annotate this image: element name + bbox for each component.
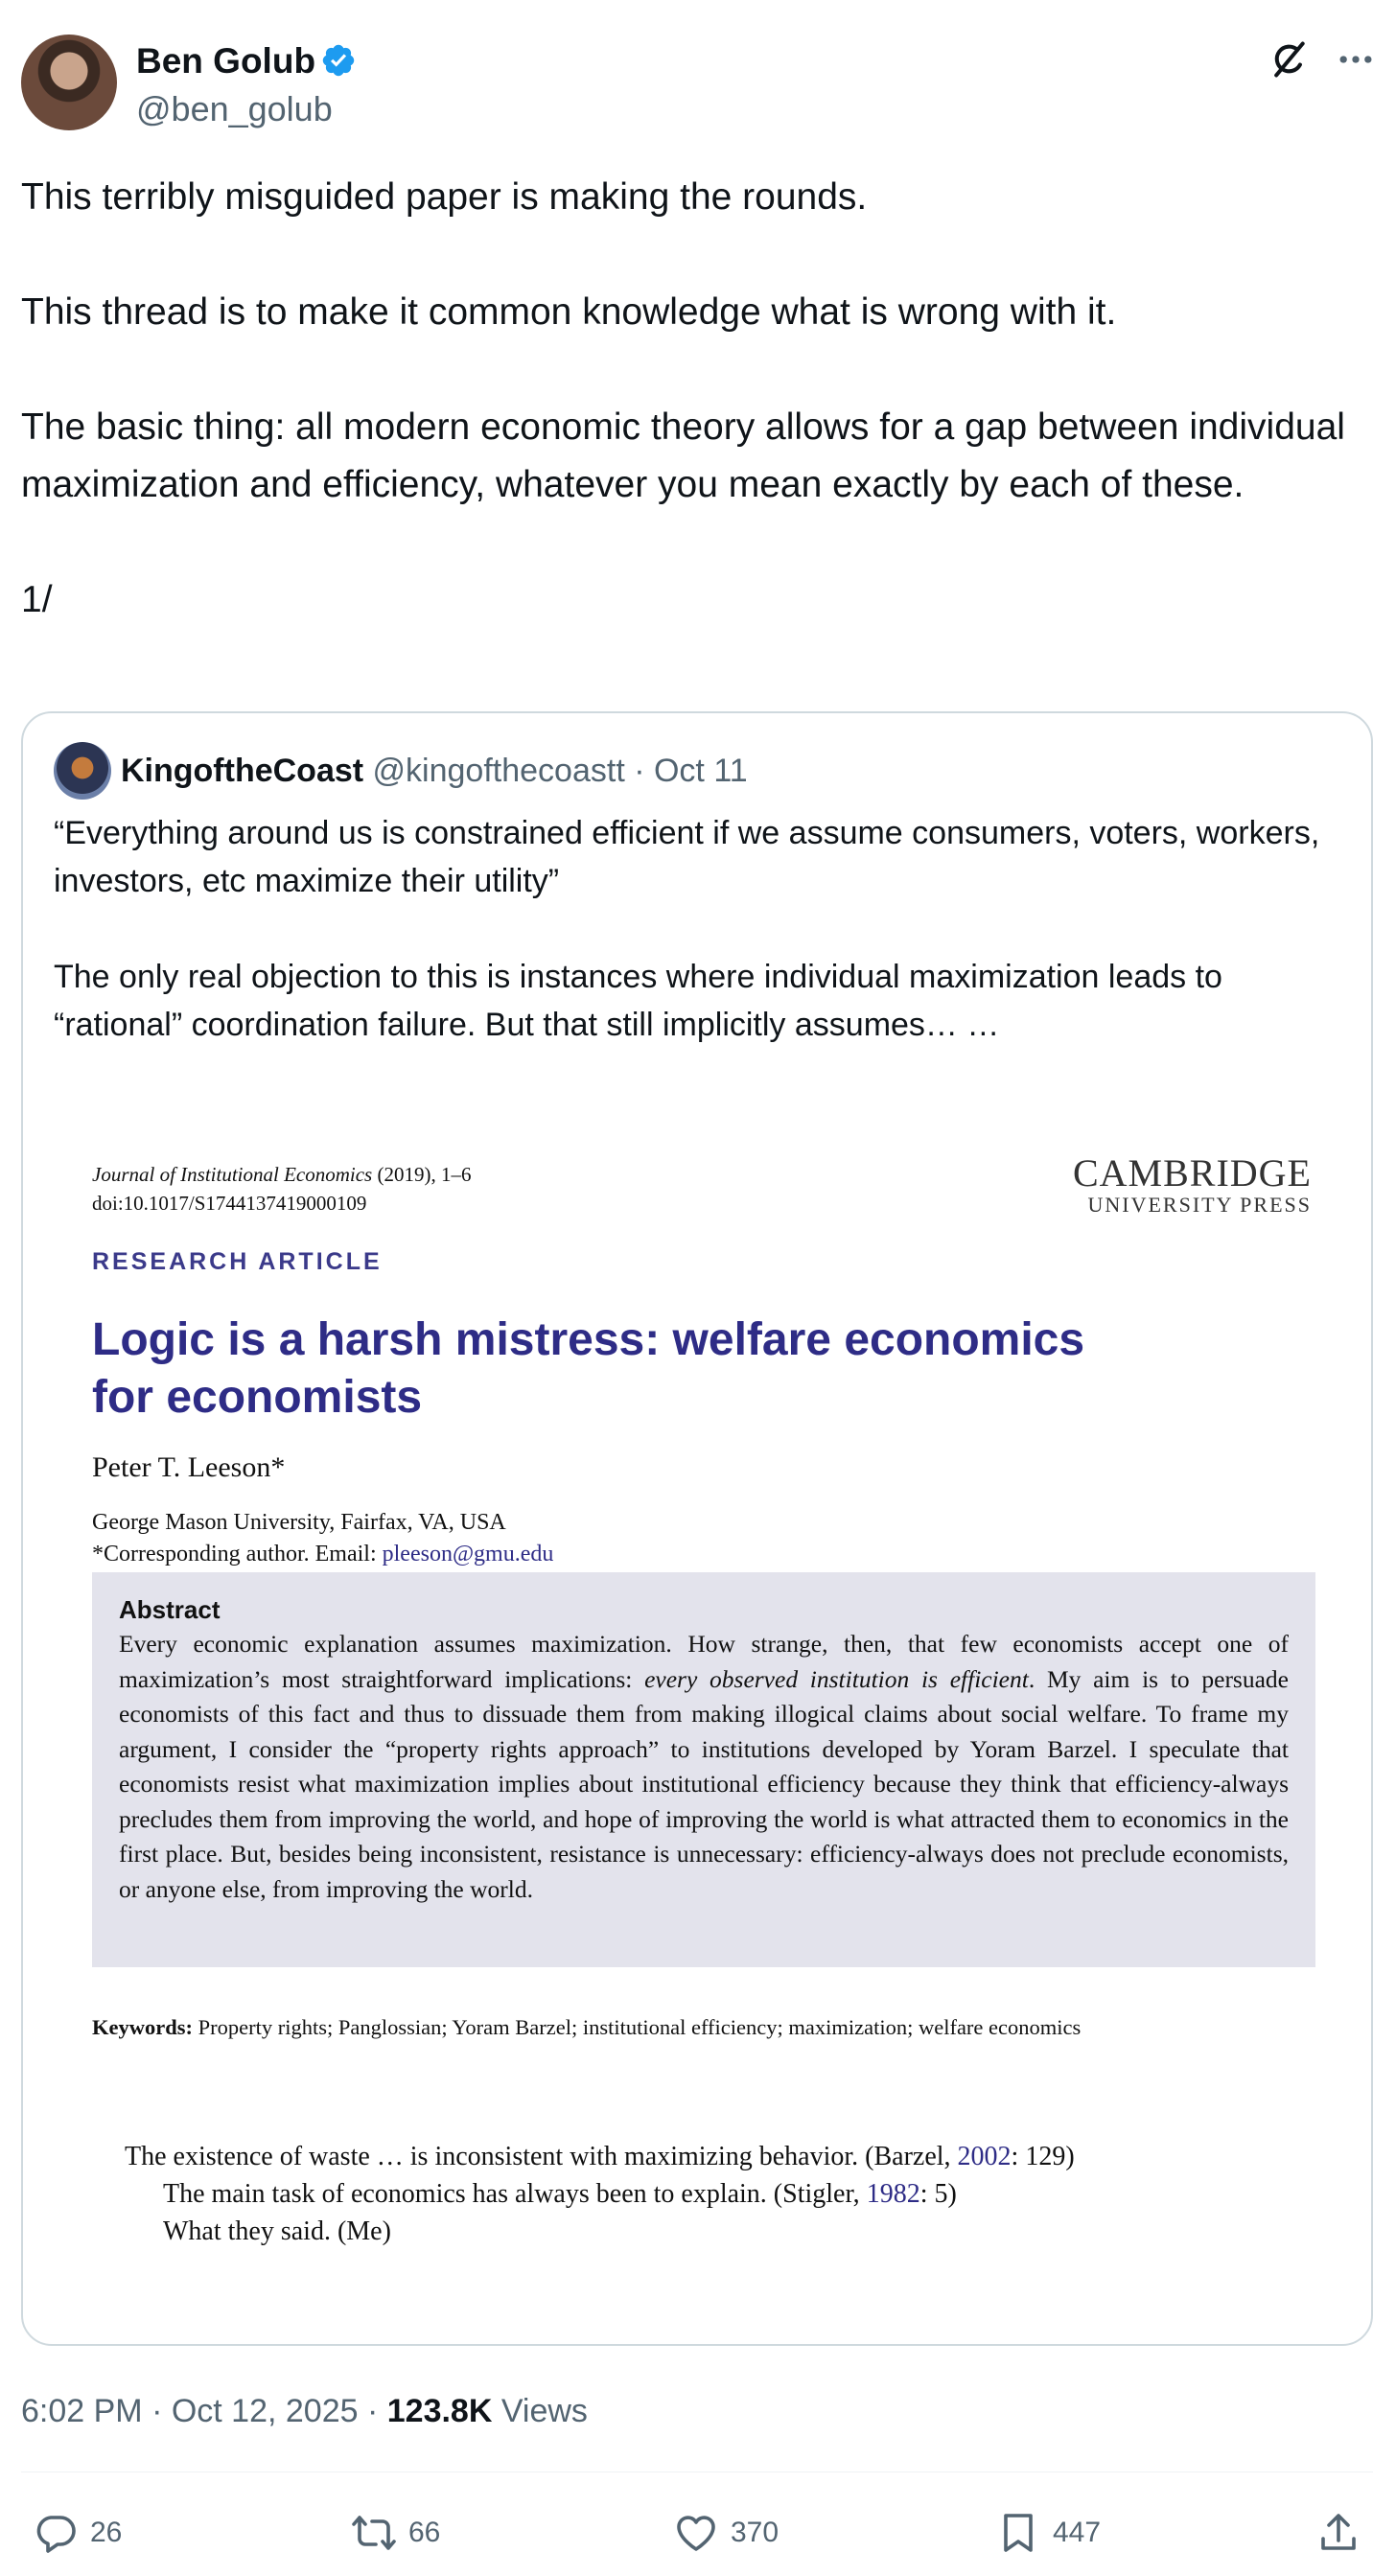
epigraph-line: The existence of waste … is inconsistent with maximizing behavior. (Barzel, 2002: 129) bbox=[125, 2142, 1075, 2171]
post-text bbox=[21, 169, 1373, 629]
quoted-author-avatar[interactable] bbox=[54, 742, 111, 800]
repost-icon bbox=[351, 2510, 397, 2556]
quoted-author-name[interactable]: KingoftheCoast bbox=[121, 753, 364, 789]
publisher-name: CAMBRIDGE bbox=[1072, 1151, 1312, 1195]
epigraph bbox=[125, 2138, 1075, 2250]
publisher-logo bbox=[1072, 1151, 1312, 1218]
quoted-author-handle[interactable]: @kingofthecoastt bbox=[372, 753, 625, 789]
keywords-list: Property rights; Panglossian; Yoram Barzel; institutional efficiency; maximization; welfare economics bbox=[193, 2015, 1082, 2039]
paper-author: Peter T. Leeson* bbox=[92, 1451, 286, 1483]
citation-link: 2002 bbox=[957, 2142, 1012, 2171]
views-label: Views bbox=[492, 2393, 588, 2429]
quoted-post-header bbox=[121, 742, 748, 800]
reply-count: 26 bbox=[90, 2517, 123, 2548]
corresponding-label: *Corresponding author. Email: bbox=[92, 1542, 383, 1566]
abstract-box bbox=[92, 1572, 1315, 1967]
abstract-emphasis: every observed institution is efficient bbox=[644, 1664, 1029, 1693]
paper-image[interactable] bbox=[58, 1126, 1340, 2324]
citation-link: 1982 bbox=[866, 2179, 920, 2209]
author-name[interactable]: Ben Golub bbox=[136, 41, 316, 81]
post-paragraph: The basic thing: all modern economic theory allows for a gap between individual maximization and efficiency, whatever you mean exactly by each of these. bbox=[21, 406, 1345, 505]
post-paragraph: This thread is to make it common knowledge what is wrong with it. bbox=[21, 291, 1117, 333]
journal-info: (2019), 1–6 bbox=[372, 1163, 472, 1186]
publisher-subtitle: UNIVERSITY PRESS bbox=[1087, 1193, 1312, 1217]
doi: doi:10.1017/S1744137419000109 bbox=[92, 1192, 367, 1215]
quoted-post[interactable] bbox=[21, 711, 1373, 2346]
post-paragraph: 1/ bbox=[21, 579, 53, 620]
keywords bbox=[92, 2015, 1315, 2040]
post-paragraph: This terribly misguided paper is making the rounds. bbox=[21, 176, 868, 218]
post-meta bbox=[21, 2387, 588, 2435]
quoted-post-date[interactable]: · Oct 11 bbox=[624, 753, 748, 789]
post-timestamp[interactable]: 6:02 PM · Oct 12, 2025 · bbox=[21, 2393, 387, 2429]
quoted-paragraph: “Everything around us is constrained efficient if we assume consumers, voters, workers, investors, etc maximize their utility” bbox=[54, 815, 1320, 899]
abstract-part: . My aim is to persuade economists of this fact and thus to dissuade them from making illogical claims about social welfare. To frame my argument, I consider the “property rights approach” to institutions developed by Yoram Barzel. I speculate that economists resist what maximization implies about institutional efficiency because they think that efficiency-always precludes them from improving the world, and hope of improving the world is what attracted them to economics in the first place. But, besides being inconsistent, resistance is unnecessary: efficiency-always does not preclude economists, or anyone else, from improving the world. bbox=[119, 1664, 1289, 1903]
abstract-heading: Abstract bbox=[119, 1595, 221, 1624]
share-button[interactable] bbox=[1315, 2504, 1373, 2562]
abstract-text bbox=[119, 1627, 1289, 1907]
share-icon bbox=[1315, 2510, 1361, 2556]
bookmark-button[interactable] bbox=[995, 2504, 1101, 2562]
epigraph-line: The main task of economics has always been to explain. (Stigler, 1982: 5) bbox=[163, 2179, 957, 2209]
views-count: 123.8K bbox=[386, 2393, 493, 2429]
bookmark-count: 447 bbox=[1053, 2517, 1102, 2548]
repost-count: 66 bbox=[408, 2517, 441, 2548]
heart-icon bbox=[673, 2510, 719, 2556]
reply-button[interactable] bbox=[33, 2504, 122, 2562]
paper-title: Logic is a harsh mistress: welfare economics for economists bbox=[92, 1314, 1085, 1423]
author-handle[interactable]: @ben_golub bbox=[136, 89, 333, 128]
repost-button[interactable] bbox=[351, 2504, 440, 2562]
author-email: pleeson@gmu.edu bbox=[382, 1542, 554, 1566]
affiliation: George Mason University, Fairfax, VA, USA bbox=[92, 1510, 506, 1535]
more-icon[interactable] bbox=[1335, 38, 1377, 81]
journal-citation bbox=[92, 1160, 471, 1218]
abstract-part: Every economic explanation assumes maximization. How strange, then, that few economists accept one of maximization’s most straightforward implications: bbox=[119, 1630, 1289, 1693]
like-count: 370 bbox=[731, 2517, 779, 2548]
article-type: RESEARCH ARTICLE bbox=[92, 1248, 383, 1275]
quoted-post-text bbox=[54, 809, 1348, 1049]
quoted-paragraph: The only real objection to this is instances where individual maximization leads to “rational” coordination failure. But that still implicitly assumes… … bbox=[54, 959, 1222, 1043]
verified-badge-icon bbox=[320, 42, 357, 79]
bookmark-icon bbox=[995, 2510, 1041, 2556]
author-avatar[interactable] bbox=[21, 35, 117, 130]
journal-name: Journal of Institutional Economics bbox=[92, 1163, 373, 1186]
grok-icon[interactable] bbox=[1268, 38, 1310, 81]
paper-affiliation bbox=[92, 1507, 553, 1570]
like-button[interactable] bbox=[673, 2504, 779, 2562]
epigraph-line: What they said. (Me) bbox=[163, 2216, 391, 2246]
reply-icon bbox=[33, 2510, 79, 2556]
keywords-label: Keywords: bbox=[92, 2015, 193, 2039]
